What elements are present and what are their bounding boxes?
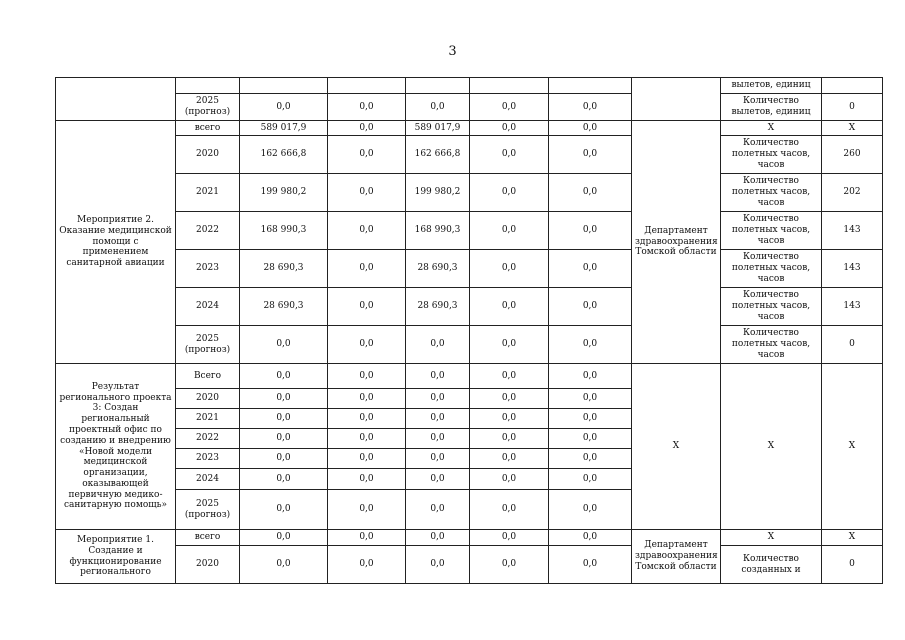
amount-cell: 0,0: [240, 94, 328, 121]
amount-cell: 0,0: [470, 94, 549, 121]
amount-cell: 0,0: [328, 121, 406, 136]
year-cell: 2021: [176, 174, 240, 212]
amount-cell: [470, 78, 549, 94]
table-row: [56, 364, 883, 389]
table-row: [56, 288, 883, 326]
amount-cell: 0,0: [549, 288, 632, 326]
indicator-cell: X: [721, 121, 822, 136]
year-cell: всего: [176, 530, 240, 546]
year-cell: 2025 (прогноз): [176, 490, 240, 530]
indicator-cell: Количество полетных часов, часов: [721, 326, 822, 364]
amount-cell: 0,0: [240, 449, 328, 469]
year-cell: 2020: [176, 136, 240, 174]
indicator-value-cell: 0: [822, 326, 883, 364]
amount-cell: 0,0: [328, 364, 406, 389]
amount-cell: 28 690,3: [406, 288, 470, 326]
amount-cell: 168 990,3: [406, 212, 470, 250]
indicator-value-cell: X: [822, 364, 883, 530]
amount-cell: 0,0: [549, 546, 632, 584]
indicator-cell: Количество полетных часов, часов: [721, 288, 822, 326]
amount-cell: 0,0: [549, 121, 632, 136]
amount-cell: 589 017,9: [406, 121, 470, 136]
indicator-cell: Количество полетных часов, часов: [721, 136, 822, 174]
amount-cell: 0,0: [549, 364, 632, 389]
table-row: [56, 78, 883, 94]
amount-cell: [549, 78, 632, 94]
amount-cell: 0,0: [549, 409, 632, 429]
amount-cell: 0,0: [406, 546, 470, 584]
amount-cell: 0,0: [406, 469, 470, 490]
amount-cell: 0,0: [470, 449, 549, 469]
amount-cell: 0,0: [470, 326, 549, 364]
amount-cell: 0,0: [406, 364, 470, 389]
amount-cell: 0,0: [549, 490, 632, 530]
amount-cell: 28 690,3: [240, 288, 328, 326]
amount-cell: 0,0: [470, 121, 549, 136]
measure-name-cell: Результат регионального проекта 3: Создан региональный проектный офис по созданию и внедрению «Новой модели медицинской организации, оказывающей первичную медико-санитарную помощь»: [56, 364, 176, 530]
amount-cell: 0,0: [328, 212, 406, 250]
amount-cell: 0,0: [470, 212, 549, 250]
amount-cell: 0,0: [470, 546, 549, 584]
table-row: [56, 546, 883, 584]
year-cell: 2023: [176, 250, 240, 288]
amount-cell: 0,0: [470, 530, 549, 546]
amount-cell: 0,0: [549, 174, 632, 212]
indicator-value-cell: 202: [822, 174, 883, 212]
year-cell: 2025 (прогноз): [176, 94, 240, 121]
table-row: [56, 136, 883, 174]
indicator-cell: вылетов, единиц: [721, 78, 822, 94]
indicator-value-cell: 143: [822, 250, 883, 288]
amount-cell: 0,0: [406, 490, 470, 530]
indicator-value-cell: 0: [822, 94, 883, 121]
indicator-value-cell: X: [822, 530, 883, 546]
measure-name-cell: [56, 78, 176, 121]
indicator-value-cell: [822, 78, 883, 94]
measure-name-cell: Мероприятие 1. Создание и функционирование регионального: [56, 530, 176, 584]
amount-cell: 0,0: [549, 469, 632, 490]
responsible-cell: Департамент здравоохранения Томской области: [632, 530, 721, 584]
amount-cell: 589 017,9: [240, 121, 328, 136]
year-cell: 2023: [176, 449, 240, 469]
amount-cell: 0,0: [549, 250, 632, 288]
indicator-value-cell: 143: [822, 288, 883, 326]
amount-cell: 0,0: [328, 469, 406, 490]
amount-cell: [328, 78, 406, 94]
table-row: [56, 212, 883, 250]
indicator-cell: X: [721, 530, 822, 546]
amount-cell: 0,0: [406, 389, 470, 409]
amount-cell: 0,0: [328, 94, 406, 121]
amount-cell: 168 990,3: [240, 212, 328, 250]
indicator-cell: Количество вылетов, единиц: [721, 94, 822, 121]
amount-cell: 0,0: [240, 429, 328, 449]
responsible-cell: [632, 78, 721, 121]
amount-cell: 0,0: [328, 546, 406, 584]
measure-name-cell: Мероприятие 2. Оказание медицинской помощи с применением санитарной авиации: [56, 121, 176, 364]
amount-cell: [406, 78, 470, 94]
amount-cell: 0,0: [328, 136, 406, 174]
table-row: [56, 174, 883, 212]
responsible-cell: Департамент здравоохранения Томской области: [632, 121, 721, 364]
amount-cell: 0,0: [240, 469, 328, 490]
amount-cell: 0,0: [328, 250, 406, 288]
year-cell: 2020: [176, 546, 240, 584]
year-cell: 2022: [176, 212, 240, 250]
amount-cell: 0,0: [470, 409, 549, 429]
year-cell: 2020: [176, 389, 240, 409]
year-cell: [176, 78, 240, 94]
table-row: [56, 326, 883, 364]
year-cell: 2025 (прогноз): [176, 326, 240, 364]
year-cell: 2022: [176, 429, 240, 449]
table-row: [56, 530, 883, 546]
amount-cell: 0,0: [470, 469, 549, 490]
amount-cell: 0,0: [328, 530, 406, 546]
amount-cell: 0,0: [470, 490, 549, 530]
amount-cell: 0,0: [549, 389, 632, 409]
year-cell: Всего: [176, 364, 240, 389]
amount-cell: 0,0: [406, 530, 470, 546]
amount-cell: 0,0: [406, 429, 470, 449]
amount-cell: 0,0: [406, 409, 470, 429]
amount-cell: 0,0: [328, 326, 406, 364]
amount-cell: 0,0: [240, 409, 328, 429]
budget-table: [55, 77, 883, 584]
amount-cell: 199 980,2: [406, 174, 470, 212]
amount-cell: 0,0: [549, 94, 632, 121]
amount-cell: 0,0: [406, 449, 470, 469]
amount-cell: 162 666,8: [240, 136, 328, 174]
indicator-cell: X: [721, 364, 822, 530]
year-cell: 2024: [176, 288, 240, 326]
amount-cell: 0,0: [328, 429, 406, 449]
amount-cell: 0,0: [549, 449, 632, 469]
amount-cell: 199 980,2: [240, 174, 328, 212]
amount-cell: 0,0: [328, 409, 406, 429]
table-row: [56, 94, 883, 121]
amount-cell: 0,0: [470, 364, 549, 389]
amount-cell: 0,0: [470, 250, 549, 288]
indicator-cell: Количество созданных и: [721, 546, 822, 584]
amount-cell: 0,0: [328, 174, 406, 212]
amount-cell: 0,0: [470, 429, 549, 449]
amount-cell: 0,0: [406, 326, 470, 364]
amount-cell: 0,0: [470, 174, 549, 212]
year-cell: 2021: [176, 409, 240, 429]
table-row: [56, 250, 883, 288]
amount-cell: 0,0: [328, 490, 406, 530]
amount-cell: 0,0: [240, 389, 328, 409]
year-cell: всего: [176, 121, 240, 136]
amount-cell: 0,0: [549, 530, 632, 546]
amount-cell: 0,0: [470, 389, 549, 409]
amount-cell: 0,0: [240, 326, 328, 364]
indicator-value-cell: 0: [822, 546, 883, 584]
amount-cell: 0,0: [328, 288, 406, 326]
amount-cell: 0,0: [549, 212, 632, 250]
amount-cell: 0,0: [328, 389, 406, 409]
amount-cell: 28 690,3: [406, 250, 470, 288]
amount-cell: 0,0: [549, 136, 632, 174]
amount-cell: 0,0: [549, 326, 632, 364]
indicator-value-cell: X: [822, 121, 883, 136]
indicator-cell: Количество полетных часов, часов: [721, 212, 822, 250]
amount-cell: 0,0: [470, 136, 549, 174]
year-cell: 2024: [176, 469, 240, 490]
indicator-cell: Количество полетных часов, часов: [721, 174, 822, 212]
amount-cell: 0,0: [240, 490, 328, 530]
amount-cell: 162 666,8: [406, 136, 470, 174]
amount-cell: 0,0: [328, 449, 406, 469]
amount-cell: 0,0: [406, 94, 470, 121]
indicator-cell: Количество полетных часов, часов: [721, 250, 822, 288]
indicator-value-cell: 143: [822, 212, 883, 250]
responsible-cell: X: [632, 364, 721, 530]
indicator-value-cell: 260: [822, 136, 883, 174]
amount-cell: 0,0: [549, 429, 632, 449]
amount-cell: 0,0: [240, 364, 328, 389]
table-row: [56, 121, 883, 136]
amount-cell: 0,0: [240, 530, 328, 546]
page-number: 3: [448, 44, 457, 59]
amount-cell: 0,0: [470, 288, 549, 326]
amount-cell: 28 690,3: [240, 250, 328, 288]
amount-cell: 0,0: [240, 546, 328, 584]
amount-cell: [240, 78, 328, 94]
